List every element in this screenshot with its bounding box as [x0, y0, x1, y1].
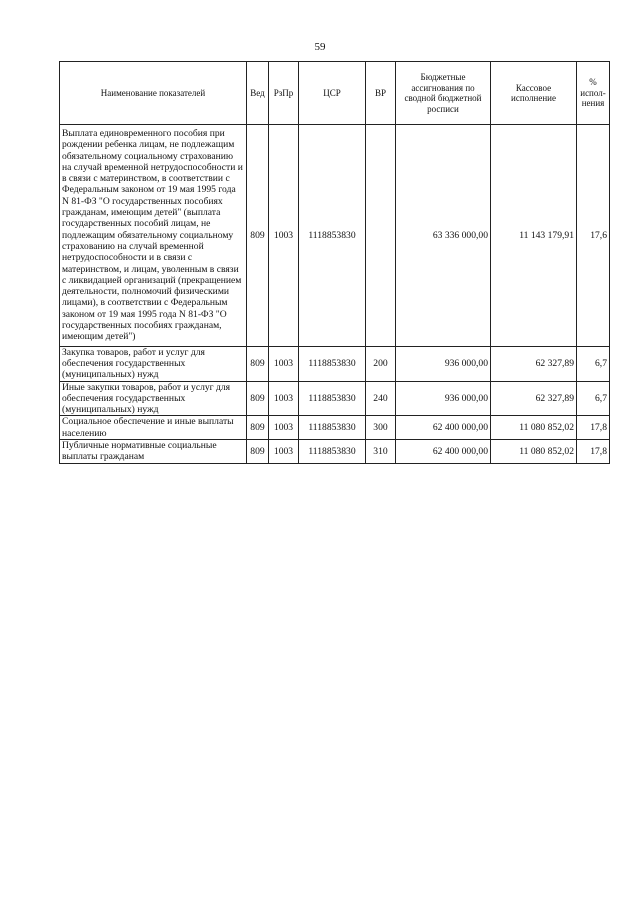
- row-assignments: 936 000,00: [396, 346, 491, 381]
- table-row: [60, 381, 610, 416]
- header-vr: ВР: [366, 62, 396, 125]
- table-row: [60, 440, 610, 464]
- row-ved: 809: [247, 416, 269, 440]
- header-execution-percent: % испол-нения: [577, 62, 610, 125]
- row-cash-execution: 62 327,89: [491, 346, 577, 381]
- row-ved: 809: [247, 125, 269, 347]
- row-execution-percent: 6,7: [577, 346, 610, 381]
- row-name: Публичные нормативные социальные выплаты гражданам: [60, 440, 247, 464]
- table-row: [60, 416, 610, 440]
- row-cash-execution: 62 327,89: [491, 381, 577, 416]
- row-name: Выплата единовременного пособия при рождении ребенка лицам, не подлежащим обязательному социальному страхованию на случай временной нетрудоспособности и в связи с материнством, в соответствии с Федеральным законом от 19 мая 1995 года N 81-ФЗ "О государственных пособиях гражданам, имеющим детей" (выплата государственных пособий лицам, не подлежащим обязательному социальному страхованию на случай временной нетрудоспособности и в связи с материнством, и лицам, уволенным в связи с ликвидацией организаций (прекращением деятельности, полномочий физическими лицами), в соответствии с Федеральным законом от 19 мая 1995 года N 81-ФЗ "О государственных пособиях гражданам, имеющим детей"): [60, 125, 247, 347]
- row-vr: 200: [366, 346, 396, 381]
- row-ved: 809: [247, 346, 269, 381]
- row-execution-percent: 17,6: [577, 125, 610, 347]
- row-csr: 1118853830: [299, 346, 366, 381]
- budget-execution-table: [59, 61, 610, 464]
- row-vr: [366, 125, 396, 347]
- row-assignments: 936 000,00: [396, 381, 491, 416]
- row-execution-percent: 17,8: [577, 416, 610, 440]
- row-ved: 809: [247, 381, 269, 416]
- header-assignments: Бюджетные ассигнования по сводной бюджетной росписи: [396, 62, 491, 125]
- row-rzpr: 1003: [269, 125, 299, 347]
- page-number: 59: [314, 41, 326, 53]
- row-name: Социальное обеспечение и иные выплаты населению: [60, 416, 247, 440]
- row-rzpr: 1003: [269, 440, 299, 464]
- row-ved: 809: [247, 440, 269, 464]
- header-cash-execution: Кассовое исполнение: [491, 62, 577, 125]
- row-csr: 1118853830: [299, 440, 366, 464]
- row-name: Иные закупки товаров, работ и услуг для обеспечения государственных (муниципальных) нужд: [60, 381, 247, 416]
- row-execution-percent: 17,8: [577, 440, 610, 464]
- row-assignments: 62 400 000,00: [396, 416, 491, 440]
- row-cash-execution: 11 143 179,91: [491, 125, 577, 347]
- row-rzpr: 1003: [269, 381, 299, 416]
- row-csr: 1118853830: [299, 125, 366, 347]
- row-name: Закупка товаров, работ и услуг для обеспечения государственных (муниципальных) нужд: [60, 346, 247, 381]
- row-csr: 1118853830: [299, 381, 366, 416]
- row-assignments: 63 336 000,00: [396, 125, 491, 347]
- row-csr: 1118853830: [299, 416, 366, 440]
- header-csr: ЦСР: [299, 62, 366, 125]
- row-cash-execution: 11 080 852,02: [491, 440, 577, 464]
- table-header-row: [60, 62, 610, 125]
- row-vr: 300: [366, 416, 396, 440]
- row-vr: 240: [366, 381, 396, 416]
- row-vr: 310: [366, 440, 396, 464]
- row-rzpr: 1003: [269, 416, 299, 440]
- table-row: [60, 125, 610, 347]
- row-execution-percent: 6,7: [577, 381, 610, 416]
- header-name: Наименование показателей: [60, 62, 247, 125]
- header-rzpr: РзПр: [269, 62, 299, 125]
- row-assignments: 62 400 000,00: [396, 440, 491, 464]
- row-cash-execution: 11 080 852,02: [491, 416, 577, 440]
- row-rzpr: 1003: [269, 346, 299, 381]
- table-row: [60, 346, 610, 381]
- header-ved: Вед: [247, 62, 269, 125]
